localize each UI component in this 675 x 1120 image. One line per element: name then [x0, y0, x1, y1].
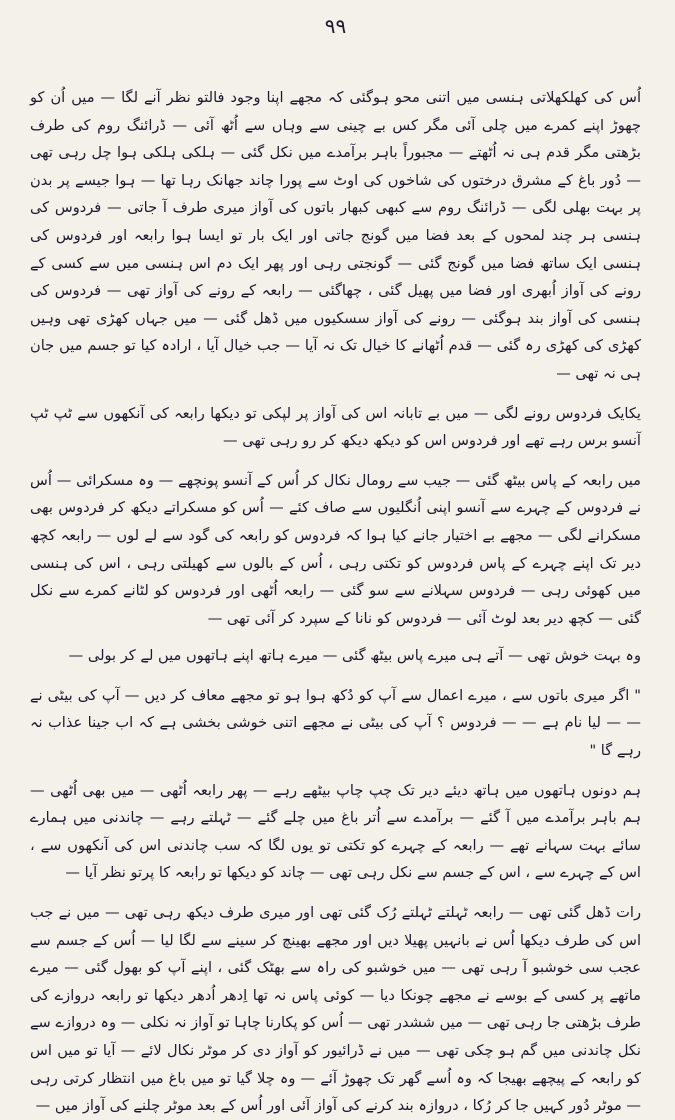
paragraph: وہ بہت خوش تھی — آتے ہی میرے پاس بیٹھ گئی — میرے ہاتھ اپنے ہاتھوں میں لے کر بولی —	[68, 647, 641, 665]
paragraph: یکایک فردوس رونے لگی — میں بے تابانہ اس کی آواز پر لپکی تو دیکھا رابعہ کی آنکھوں سے ٹپ ٹپ آنسو برس رہے تھے اور فردوس اس کو دیکھ دیکھ کر رو رہی تھی —	[30, 404, 641, 450]
page-number: ۹۹	[324, 14, 347, 38]
paragraph: رات ڈھل گئی تھی — رابعہ ٹہلتے ٹہلتے رُک گئی تھی اور میری طرف دیکھ رہی تھی — میں نے جب اس کی طرف دیکھا اُس نے بانہیں پھیلا دیں اور مجھے بھینچ کر سینے سے لگا لیا — اُس کے جسم سے عجب سی خوشبو آ رہی تھی — میں خوشبو کی راہ سے بھٹک گئی ، اپنے آپ کو بھول گئی — میرے ماتھے پر کسی کے بوسے نے مجھے چونکا دیا — کوئی پاس نہ تھا اِدھر اُدھر دیکھا تو رابعہ دروازے کی طرف بڑھتی جا رہی تھی — میں ششدر تھی — اُس کو پکارنا چاہا تو آواز نہ نکلی — وہ دروازے سے نکل چاندنی میں گم ہو چکی تھی — میں نے ڈرائیور کو آواز دی کر موٹر نکال لائے — آیا تو میں اس کو رابعہ کے پیچھے بھیجا کہ وہ اُسے گھر تک چھوڑ آئے — وہ چلا گیا تو میں باغ میں انتظار کرتی رہی — موٹر دُور کہیں جا کر رُکا ، دروازہ بند کرنے کی آواز آئی اور اُس کے بعد موٹر چلنے کی آواز میں —	[30, 904, 641, 1115]
paragraph: ہم دونوں ہاتھوں میں ہاتھ دیئے دیر تک چپ چاپ بیٹھے رہے — پھر رابعہ اُٹھی — میں بھی اُٹھی — ہم باہر برآمدے میں آ گئے — برآمدے سے اُتر باغ میں چلے گئے — ٹہلتے رہے — چاندنی میں ہمارے سائے بہت سہانے تھے — رابعہ کے چہرے کو تکتی تو یوں لگا کہ سب چاندنی اس کی آنکھوں سے ، اس کے چہرے سے ، اس کے جسم سے نکل رہی تھی — چاند کو دیکھا تو رابعہ کا پرتو نظر آیا —	[30, 781, 641, 882]
page-body	[30, 84, 641, 1120]
paragraph: میں رابعہ کے پاس بیٹھ گئی — جیب سے رومال نکال کر اُس کے آنسو پونچھے — وہ مسکرائی — اُس نے فردوس کے چہرے سے آنسو اپنی اُنگلیوں سے صاف کئے — اُس کو مسکراتے دیکھ کر فردوس بھی مسکرانے لگی — مجھے بے اختیار جانے کیا ہوا کہ فردوس کو رابعہ کی گود سے لے لوں — رابعہ کچھ دیر تک اپنے چہرے کے پاس فردوس کو تکتی رہی ، اُس کے بالوں سے کھیلتی رہی ، اس کی ہنسی میں کھوئی رہی — فردوس سہلانے سے سو گئی — رابعہ اُٹھی اور فردوس کو لٹانے کمرے سے نکل گئی — کچھ دیر بعد لوٹ آئی — فردوس کو نانا کے سپرد کر آئی تھی —	[30, 471, 641, 627]
paragraph: اُس کی کھلکھلاتی ہنسی میں اتنی محو ہوگئی کہ مجھے اپنا وجود فالتو نظر آنے لگا — میں اُن کو چھوڑ اپنے کمرے میں چلی آئی مگر کس بے چینی سے وہاں سے اُٹھ آئی — ڈرائنگ روم کی طرف بڑھتی مگر قدم ہی نہ اُٹھتے — مجبوراً باہر برآمدے میں نکل گئی — ہلکی ہلکی ہوا چل رہی تھی — دُور باغ کے مشرق درختوں کی شاخوں کی اوٹ سے پورا چاند جھانک رہا تھا — ہوا جیسے پر بدن پر بہت بھلی لگی — ڈرائنگ روم سے کبھی کبھار باتوں کی آواز میری طرف آ جاتی — فردوس کی ہنسی ہر چند لمحوں کے بعد فضا میں گونج جاتی اور ایک بار تو ایسا ہوا رابعہ اور فردوس کی ہنسی ایک ساتھ فضا میں گونج گئی — گونجتی رہی اور پھر ایک دم اس ہنسی میں سے کسی کے رونے کی آواز اُبھری اور فضا میں پھیل گئی ، چھاگئی — رابعہ کے رونے کی آواز تھی — فردوس کی ہنسی کی آواز بند ہوگئی — رونے کی آواز سسکیوں میں ڈھل گئی — میں جہاں کھڑی تھی وہیں کھڑی کی کھڑی رہ گئی — قدم اُٹھانے کا خیال تک نہ آیا — جب خیال آیا ، ارادہ کیا تو جسم میں جان ہی نہ تھی —	[30, 89, 641, 382]
paragraph: " اگر میری باتوں سے ، میرے اعمال سے آپ کو دُکھ ہوا ہو تو مجھے معاف کر دیں — آپ کی بیٹی نے — — لیا نام ہے — — فردوس ؟ آپ کی بیٹی نے مجھے اتنی خوشی بخشی ہے کہ اب جینا عذاب نہ رہے گا "	[30, 686, 641, 760]
